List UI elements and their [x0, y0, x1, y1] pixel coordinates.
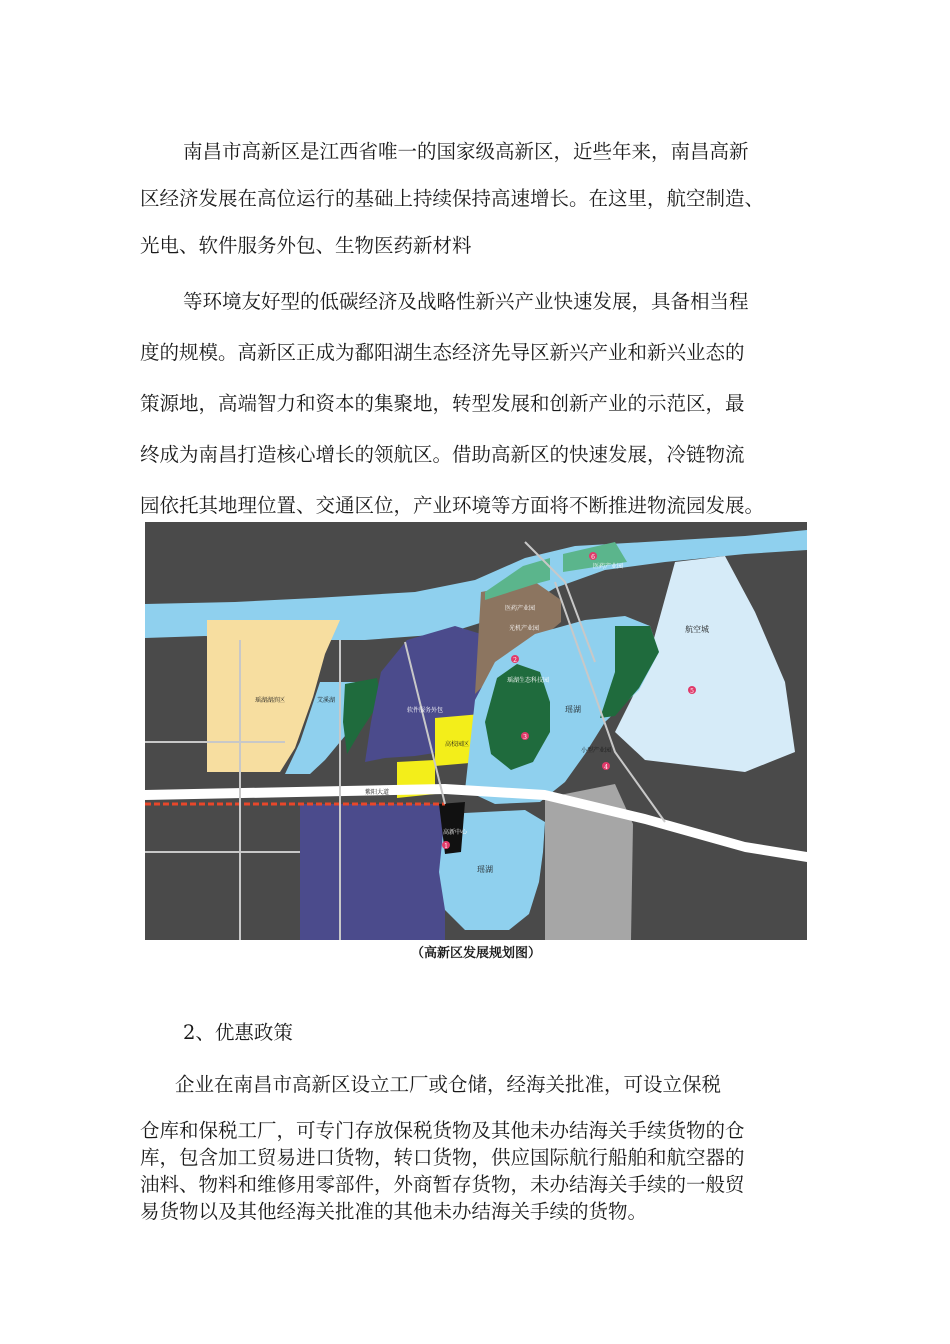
label-zone-left: 瑶湖湖滨区	[255, 697, 286, 704]
label-zone-island: 瑶湖生态科技园	[507, 677, 550, 684]
paragraph-line: 园依托其地理位置、交通区位，产业环境等方面将不断推进物流园发展。	[140, 494, 765, 517]
paragraph-line: 南昌市高新区是江西省唯一的国家级高新区，近些年来，南昌高新	[183, 140, 749, 163]
badge-label: 6	[591, 554, 595, 561]
label-lake-upper: 瑶湖	[565, 705, 581, 714]
paragraph-line: 终成为南昌打造核心增长的领航区。借助高新区的快速发展，冷链物流	[140, 443, 745, 466]
paragraph-line: 光电、软件服务外包、生物医药新材料	[140, 234, 472, 257]
development-plan-map	[145, 522, 807, 940]
label-zone-aviation: 航空城	[685, 625, 709, 634]
paragraph-line: 仓库和保税工厂，可专门存放保税货物及其他未办结海关手续货物的仓	[140, 1119, 745, 1142]
paragraph-line: 库，包含加工贸易进口货物，转口货物，供应国际航行船舶和航空器的	[140, 1146, 745, 1169]
paragraph-line: 策源地，高端智力和资本的集聚地，转型发展和创新产业的示范区，最	[140, 392, 745, 415]
badge-label: 3	[523, 734, 527, 741]
paragraph-line: 等环境友好型的低碳经济及战略性新兴产业快速发展，具备相当程	[183, 290, 749, 313]
badge-label: 5	[690, 688, 694, 695]
section-heading: 2、优惠政策	[183, 1021, 293, 1044]
policy-first-line: 企业在南昌市高新区设立工厂或仓储，经海关批准，可设立保税	[175, 1073, 722, 1096]
intro-paragraph	[140, 128, 830, 269]
label-zone-center: 软件服务外包	[407, 707, 444, 714]
figure-caption: （高新区发展规划图）	[410, 946, 541, 961]
label-cbd: 高新中心	[443, 829, 468, 836]
development-paragraph	[140, 276, 830, 531]
label-zone-green-mid: 医药产业园	[505, 605, 536, 612]
paragraph-line: 度的规模。高新区正成为鄱阳湖生态经济先导区新兴产业和新兴业态的	[140, 341, 745, 364]
paragraph-line: 区经济发展在高位运行的基础上持续保持高速增长。在这里，航空制造、	[140, 187, 765, 210]
label-zone-brown: 光机产业园	[509, 625, 540, 632]
badge-label: 1	[444, 843, 448, 850]
label-zone-grey: 小型产业园	[581, 747, 612, 754]
badge-label: 2	[513, 657, 517, 664]
label-lake-lower: 瑶湖	[477, 865, 493, 874]
policy-paragraph	[140, 1117, 830, 1225]
paragraph-line: 易货物以及其他经海关批准的其他未办结海关手续的货物。	[140, 1200, 648, 1223]
label-road-main: 紫阳大道	[365, 789, 390, 796]
badge-label: 4	[604, 764, 608, 771]
label-zone-small: 艾溪湖	[317, 697, 336, 704]
zone-purple-south	[300, 804, 445, 940]
paragraph-line: 油料、物料和维修用零部件，外商暂存货物，未办结海关手续的一般贸	[140, 1173, 745, 1196]
label-zone-yellow: 高校园区	[445, 741, 470, 748]
label-zone-green-top: 医药产业园	[593, 563, 624, 570]
